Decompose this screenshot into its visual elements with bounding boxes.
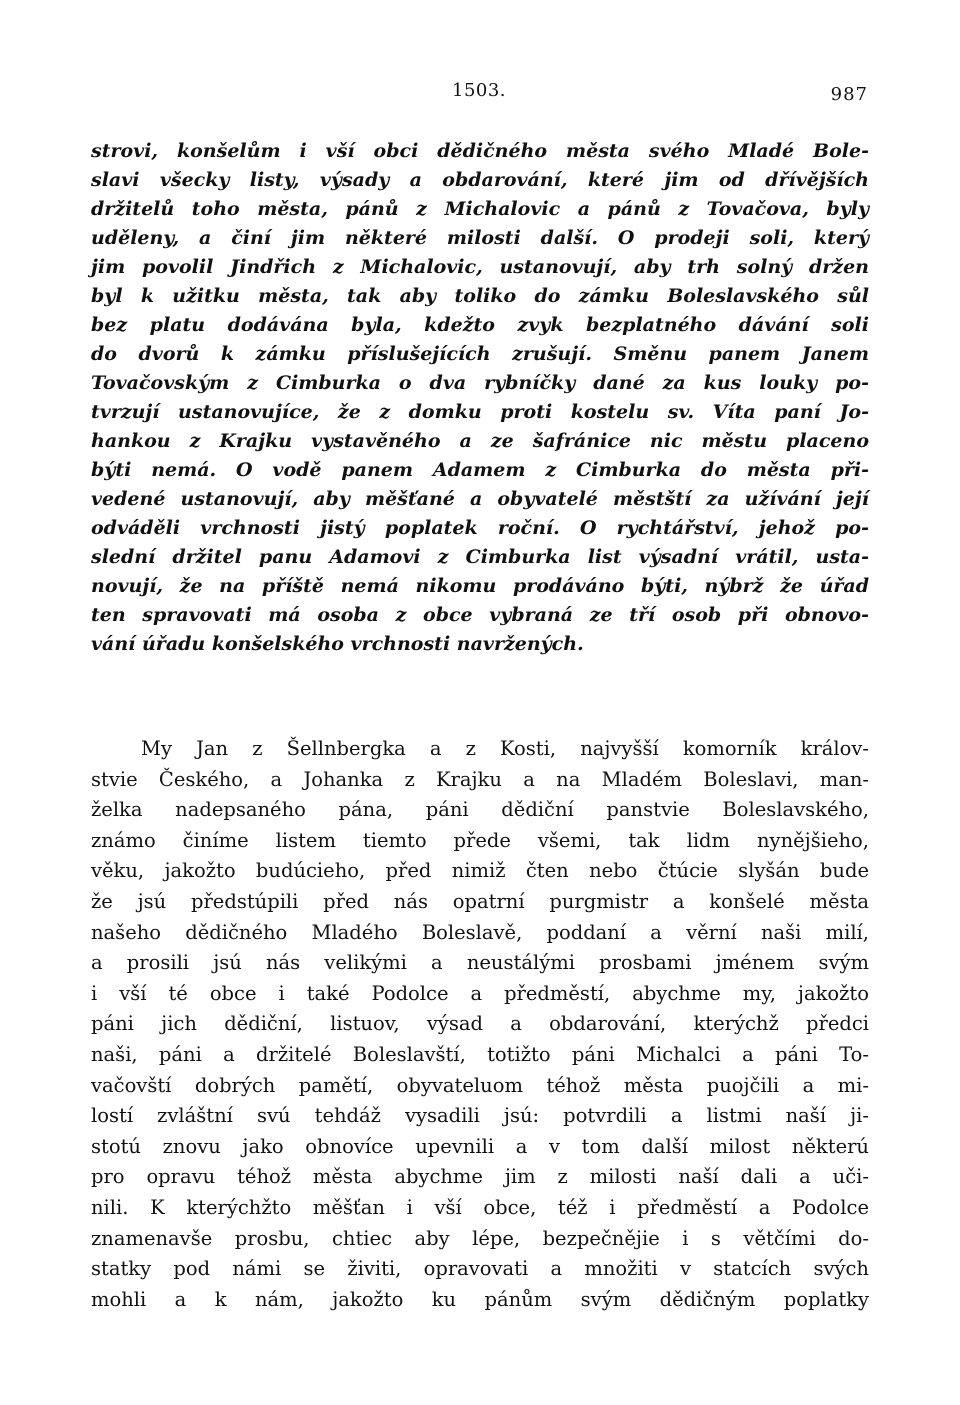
text-line: stvie Českého, a Johanka z Krajku a na Mladém Boleslavi, man- [91,767,869,791]
text-line: našeho dědičného Mladého Boleslavě, poddaní a věrní naši milí, [91,920,869,944]
text-line: vačovští dobrých pamětí, obyvateluom téhož města puojčili a mi- [91,1073,869,1097]
text-line: My Jan z Šellnbergka a z Kosti, najvyšší komorník králov- [141,737,869,760]
text-line: nili. K kterýchžto měšťan i vší obce, též i předměstí a Podolce [91,1195,869,1219]
text-line: slední držitel panu Adamovi z Cimburka list výsadní vrátil, usta- [91,546,869,568]
text-line: statky pod námi se živiti, opravovati a množiti v statcích svých [91,1257,869,1281]
text-line: ten spravovati má osoba z obce vybraná ze tří osob při obnovo- [91,604,869,626]
text-line: vedené ustanovují, aby měšťané a obyvatelé městští za užívání její [91,488,869,510]
text-line: známo činíme listem tiemto přede všemi, tak lidm nynějšieho, [91,828,869,852]
text-line: mohli a k nám, jakožto ku pánům svým dědičným poplatky [91,1287,869,1311]
charter-paragraph [91,734,869,1315]
running-header-year: 1503. [452,80,507,101]
text-line: znamenavše prosbu, chtiec aby lépe, bezpečnějie i s větčími do- [91,1226,869,1250]
text-line: byl k užitku města, tak aby toliko do zámku Boleslavského sůl [91,285,869,307]
text-line: do dvorů k zámku příslušejících zrušují. Směnu panem Janem [91,343,869,365]
text-line: naši, páni a držitelé Boleslavští, totižto páni Michalci a páni To- [91,1042,869,1066]
text-line: Tovačovským z Cimburka o dva rybníčky dané za kus louky po- [91,372,869,394]
text-line: želka nadepsaného pána, páni dědiční panstvie Boleslavského, [91,798,869,822]
text-line: držitelů toho města, pánů z Michalovic a pánů z Tovačova, byly [91,198,869,220]
text-line: že jsú předstúpili před nás opatrní purgmistr a konšelé města [91,889,869,913]
text-line: uděleny, a činí jim některé milosti další. O prodeji soli, který [91,227,869,249]
text-line: a prosili jsú nás velikými a neustálými prosbami jménem svým [91,951,869,975]
text-line: vání úřadu konšelského vrchnosti navržených. [91,633,584,655]
text-line: pro opravu téhož města abychme jim z milosti naší dali a uči- [91,1165,869,1189]
text-line: tvrzují ustanovujíce, že z domku proti kostelu sv. Víta paní Jo- [91,401,869,423]
page-number: 987 [830,84,868,105]
text-line: bez platu dodávána byla, kdežto zvyk bezplatného dávání soli [91,314,869,336]
text-line: stotú znovu jako obnovíce upevnili a v tom další milost některú [91,1134,869,1158]
text-line: slavi všecky listy, výsady a obdarování, které jim od dřívějších [91,169,869,191]
text-line: novují, že na příště nemá nikomu prodáváno býti, nýbrž že úřad [91,575,869,597]
page-header [0,80,960,110]
text-line: páni jich dědiční, listuov, výsad a obdarování, kterýchž předci [91,1012,869,1036]
summary-paragraph [91,137,869,659]
text-line: býti nemá. O vodě panem Adamem z Cimburka do města při- [91,459,869,481]
text-line: lostí zvláštní svú tehdáž vysadili jsú: potvrdili a listmi naší ji- [91,1104,869,1128]
text-line: jim povolil Jindřich z Michalovic, ustanovují, aby trh solný držen [91,256,869,278]
text-line: věku, jakožto budúcieho, před nimiž čten nebo čtúcie slyšán bude [91,859,869,883]
text-line: odváděli vrchnosti jistý poplatek roční. O rychtářství, jehož po- [91,517,869,539]
text-line: hankou z Krajku vystavěného a ze šafránice nic městu placeno [91,430,869,452]
text-line: strovi, konšelům i vší obci dědičného města svého Mladé Bole- [91,140,869,162]
text-line: i vší té obce i také Podolce a předměstí, abychme my, jakožto [91,981,869,1005]
